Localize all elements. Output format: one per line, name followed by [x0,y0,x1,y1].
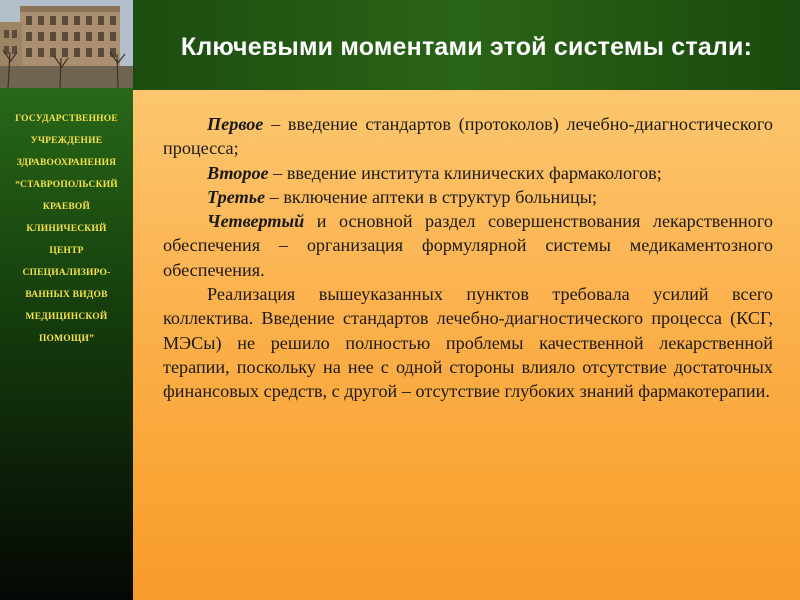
item-lead: Третье [207,186,266,207]
organization-name [0,108,133,350]
item-text: – введение стандартов (протоколов) лечебно-диагностического процесса; [163,114,773,159]
org-line: МЕДИЦИНСКОЙ [25,312,108,322]
list-item [163,161,773,185]
slide-content [133,90,800,600]
item-lead: Второе [207,162,269,183]
org-line: “СТАВРОПОЛЬСКИЙ [15,180,118,190]
org-line: ГОСУДАРСТВЕННОЕ [15,114,118,124]
slide-header [133,0,800,90]
conclusion-paragraph: Реализация вышеуказанных пунктов требовала усилий всего коллектива. Введение стандартов лечебно-диагностического процесса (КСГ, МЭСы) не решило полностью проблемы качественной лекарственной терапии, поскольку на нее с одной стороны влияло отсутствие достаточных финансовых средств, с другой – отсутствие глубоких знаний фармакотерапии. [163,284,773,402]
org-line: КЛИНИЧЕСКИЙ [26,224,107,234]
item-lead: Первое [207,114,264,134]
sidebar [0,0,133,600]
body-text [163,112,773,404]
item-text: – введение института клинических фармакологов; [268,162,662,183]
org-line: ЦЕНТР [49,246,84,256]
slide-title: Ключевыми моментами этой системы стали: [180,33,753,61]
org-line: КРАЕВОЙ [42,202,91,212]
org-line: ПОМОЩИ” [38,334,95,344]
list-item [163,112,773,161]
org-line: УЧРЕЖДЕНИЕ [30,136,103,146]
list-item [163,209,773,282]
list-item [163,185,773,209]
building-photo [0,0,133,88]
org-line: СПЕЦИАЛИЗИРО- [22,268,111,278]
org-line: ВАННЫХ ВИДОВ [25,290,108,300]
item-lead: Четвертый [207,211,305,232]
item-text: – включение аптеки в структур больницы; [265,186,598,207]
item-text: и основной раздел совершенствования лекарственного обеспечения – организация формулярной системы медикаментозного обеспечения. [163,211,773,280]
org-line: ЗДРАВООХРАНЕНИЯ [16,158,117,168]
